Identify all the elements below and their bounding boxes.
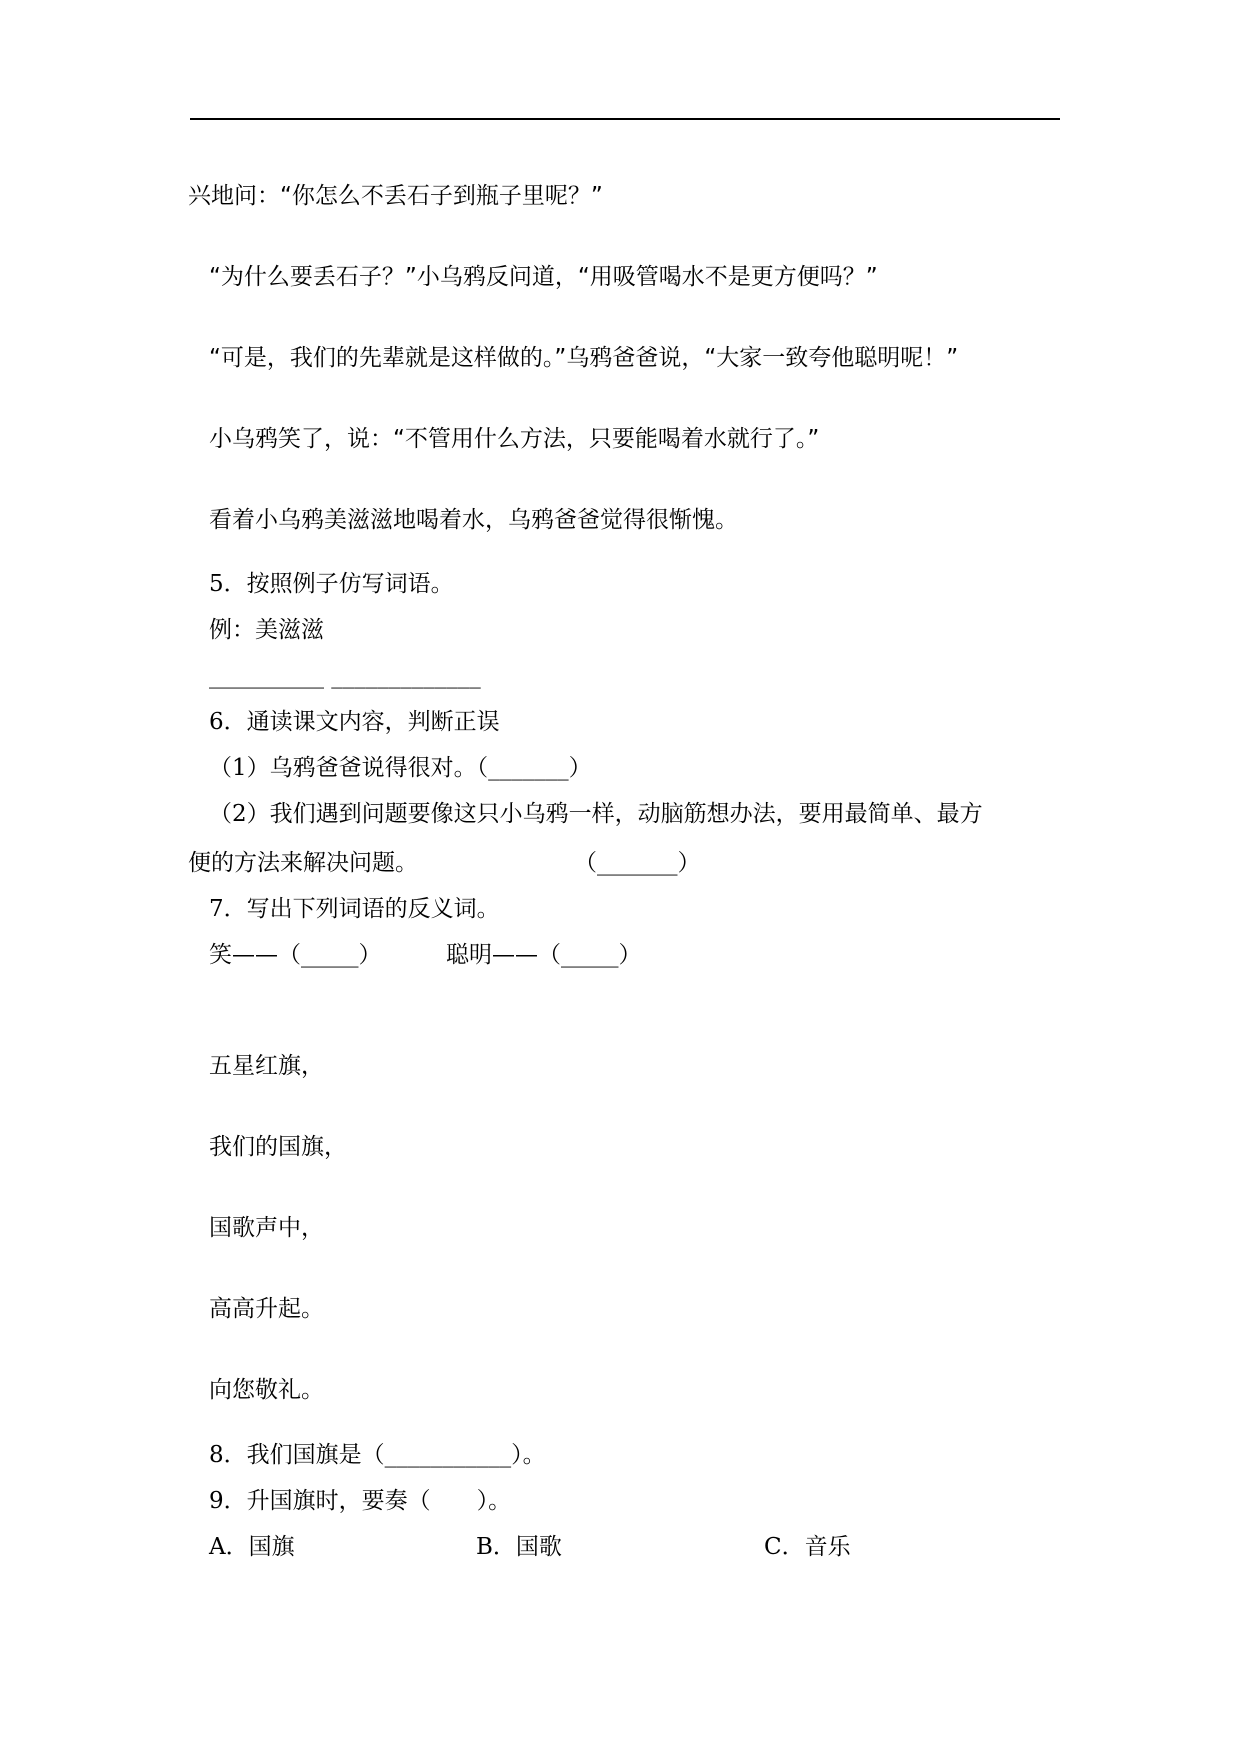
poem-line-3: 国歌声中， [209,1215,324,1241]
question-8-title: 8．我们国旗是（___________）。 [209,1442,546,1468]
passage-line-5: 看着小乌鸦美滋滋地喝着水，乌鸦爸爸觉得很惭愧。 [209,507,738,533]
question-6-item-2-line-2: 便的方法来解决问题。 [188,850,418,876]
question-6-item-2-line-1: （2）我们遇到问题要像这只小乌鸦一样，动脑筋想办法，要用最简单、最方 [209,801,983,827]
passage-line-4: 小乌鸦笑了，说：“不管用什么方法，只要能喝着水就行了。” [209,426,820,452]
poem-line-1: 五星红旗， [209,1053,324,1079]
question-6-title: 6．通读课文内容，判断正误 [209,709,500,735]
question-6-item-2-blank: （_______） [574,850,701,876]
header-rule [190,118,1060,120]
question-7-pair-2: 聪明——（_____） [446,942,642,968]
question-6-item-1: （1）乌鸦爸爸说得很对。（_______） [209,755,592,781]
passage-line-2: “为什么要丢石子？”小乌鸦反问道，“用吸管喝水不是更方便吗？” [209,264,878,290]
passage-line-3: “可是，我们的先辈就是这样做的。”乌鸦爸爸说，“大家一致夸他聪明呢！” [209,345,959,371]
question-5-example: 例：美滋滋 [209,617,324,643]
question-5-blanks: __________ _____________ [209,663,481,689]
poem-line-2: 我们的国旗， [209,1134,347,1160]
poem-line-4: 高高升起。 [209,1296,324,1322]
poem-line-5: 向您敬礼。 [209,1377,324,1403]
passage-line-1: 兴地问：“你怎么不丢石子到瓶子里呢？” [188,183,603,209]
question-7-title: 7．写出下列词语的反义词。 [209,896,500,922]
question-9-option-c: C．音乐 [764,1534,851,1560]
question-9-option-a: A．国旗 [209,1534,295,1560]
question-7-pair-1: 笑——（_____） [209,942,382,968]
question-5-title: 5．按照例子仿写词语。 [209,571,454,597]
question-9-title: 9．升国旗时，要奏（ ）。 [209,1488,512,1514]
question-9-option-b: B．国歌 [476,1534,562,1560]
